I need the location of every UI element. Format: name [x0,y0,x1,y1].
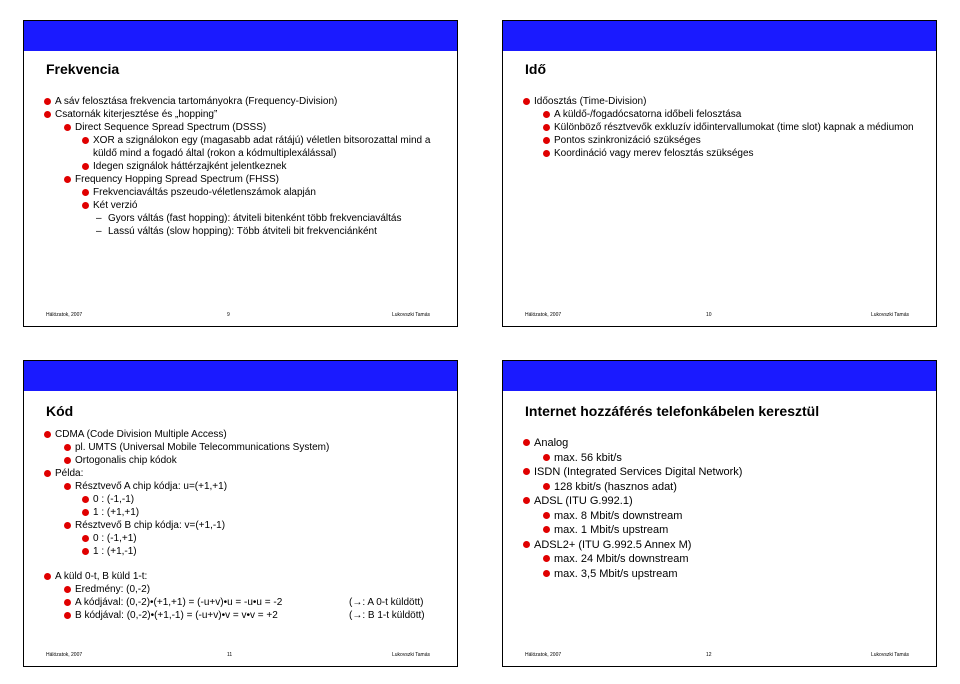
bullet-item [44,95,449,108]
bullet-text: 1 : (+1,-1) [93,546,137,557]
bullet-item [523,451,928,466]
bullet-item [44,428,449,441]
bullet-item [44,609,449,622]
bullet-text: Ortogonalis chip kódok [75,455,177,466]
footer-left: Hálózatok, 2007 [46,652,83,658]
bullet-item [523,494,928,509]
bullet-item [523,538,928,553]
slide-footer [24,652,457,660]
footer-right: Lukovszki Tamás [871,652,909,658]
bullet-text: Gyors váltás (fast hopping): átviteli bitenként több frekvenciaváltás [108,213,402,224]
bullet-dot-icon [543,483,550,490]
bullet-item [44,596,449,609]
slide-content [44,95,449,238]
bullet-item [44,545,449,558]
bullet-item [44,160,449,173]
bullet-text: Frequency Hopping Spread Spectrum (FHSS) [75,174,279,185]
bullet-item [523,523,928,538]
bullet-item [523,552,928,567]
footer-left: Hálózatok, 2007 [525,652,562,658]
bullet-dot-icon [543,111,550,118]
slide-footer [24,312,457,320]
bullet-text: Időosztás (Time-Division) [534,96,647,107]
bullet-dot-icon [82,137,89,144]
bullet-item [523,465,928,480]
bullet-dot-icon [44,98,51,105]
bullet-dot-icon [523,439,530,446]
slide-header-band [503,361,936,391]
bullet-text: XOR a szignálokon egy (magasabb adat rátájú) véletlen bitsorozattal mind a küldő mind a fogadó által (rokon a kódmultiplexálással) [93,135,431,159]
bullet-text: Résztvevő A chip kódja: u=(+1,+1) [75,481,228,492]
bullet-item [44,186,449,199]
bullet-item [44,519,449,532]
dash-icon: – [96,226,102,237]
bullet-dot-icon [44,431,51,438]
slide-header-band [503,21,936,51]
bullet-text: ADSL (ITU G.992.1) [534,495,633,507]
bullet-dot-icon [543,124,550,131]
slide-title: Kód [46,403,74,419]
footer-page-number: 10 [706,312,712,318]
footer-right: Lukovszki Tamás [871,312,909,318]
bullet-text: CDMA (Code Division Multiple Access) [55,429,227,440]
bullet-dot-icon [64,522,71,529]
bullet-dot-icon [44,111,51,118]
bullet-item [44,570,449,583]
bullet-item [44,506,449,519]
bullet-item [523,509,928,524]
bullet-item [44,173,449,186]
bullet-item [44,441,449,454]
bullet-dot-icon [64,586,71,593]
bullet-dot-icon [64,599,71,606]
bullet-item [44,583,449,596]
bullet-text: ISDN (Integrated Services Digital Network) [534,466,743,478]
slide-kod [23,360,458,667]
bullet-item [44,199,449,212]
bullet-dot-icon [523,98,530,105]
bullet-text: max. 3,5 Mbit/s upstream [554,567,678,580]
bullet-item [523,134,928,147]
footer-right: Lukovszki Tamás [392,312,430,318]
bullet-item [44,532,449,545]
bullet-item [44,134,449,160]
bullet-dot-icon [82,496,89,503]
bullet-item [523,147,928,160]
bullet-item [523,480,928,495]
bullet-text: Direct Sequence Spread Spectrum (DSSS) [75,122,267,133]
bullet-item [44,480,449,493]
bullet-dot-icon [64,176,71,183]
bullet-dot-icon [64,457,71,464]
bullet-text: Különböző résztvevők exkluzív időintervallumokat (time slot) kapnak a médiumon [554,122,914,133]
bullet-text: 128 kbit/s (hasznos adat) [554,480,677,493]
slide-title: Idő [525,61,546,77]
bullet-text: pl. UMTS (Universal Mobile Telecommunications System) [75,442,330,453]
slide-content [523,436,928,581]
bullet-text: A küldő-/fogadócsatorna időbeli felosztása [554,109,742,120]
bullet-text: max. 8 Mbit/s downstream [554,509,683,522]
bullet-text: max. 1 Mbit/s upstream [554,524,669,536]
bullet-text: A küld 0-t, B küld 1-t: [55,571,148,582]
bullet-note: (→: A 0-t küldött) [349,597,424,608]
slide-content [44,428,449,622]
bullet-text: max. 24 Mbit/s downstream [554,553,689,565]
bullet-dot-icon [64,612,71,619]
bullet-dot-icon [44,573,51,580]
bullet-item [44,225,449,238]
bullet-note: (→: B 1-t küldött) [349,610,425,621]
bullet-dot-icon [543,570,550,577]
bullet-dot-icon [543,512,550,519]
bullet-dot-icon [82,163,89,170]
slide-header-band [24,361,457,391]
footer-right: Lukovszki Tamás [392,652,430,658]
bullet-dot-icon [82,189,89,196]
slide-title: Internet hozzáférés telefonkábelen keresztül [525,403,820,419]
bullet-dot-icon [64,483,71,490]
footer-page-number: 9 [227,312,230,318]
bullet-text: 0 : (-1,-1) [93,494,135,505]
slide-header-band [24,21,457,51]
bullet-item [44,212,449,225]
bullet-dot-icon [64,124,71,131]
slide-title: Frekvencia [46,61,120,77]
footer-page-number: 11 [227,652,233,658]
bullet-item [44,454,449,467]
bullet-text: A kódjával: (0,-2)•(+1,+1) = (-u+v)•u = -u•u = -2 [75,597,283,608]
bullet-dot-icon [82,535,89,542]
bullet-text: Idegen szignálok háttérzajként jelentkeznek [93,161,287,172]
bullet-text: 1 : (+1,+1) [93,507,140,518]
bullet-item [523,436,928,451]
dash-icon: – [96,213,102,224]
slide-internet [502,360,937,667]
bullet-text: Csatornák kiterjesztése és „hopping” [55,109,218,120]
bullet-dot-icon [523,468,530,475]
bullet-text: max. 56 kbit/s [554,451,622,464]
bullet-item [523,567,928,582]
bullet-text: Példa: [55,468,84,479]
bullet-text: Résztvevő B chip kódja: v=(+1,-1) [75,520,226,531]
bullet-dot-icon [543,526,550,533]
bullet-item [44,467,449,480]
bullet-item [44,121,449,134]
footer-page-number: 12 [706,652,712,658]
footer-left: Hálózatok, 2007 [46,312,83,318]
bullet-text: Koordináció vagy merev felosztás szükséges [554,148,754,159]
bullet-dot-icon [44,470,51,477]
bullet-text: B kódjával: (0,-2)•(+1,-1) = (-u+v)•v = v•v = +2 [75,610,278,621]
slide-ido [502,20,937,327]
bullet-dot-icon [82,202,89,209]
slide-content [523,95,928,160]
bullet-text: Analog [534,437,569,449]
bullet-item [523,108,928,121]
bullet-dot-icon [543,454,550,461]
bullet-dot-icon [543,150,550,157]
spacer [44,558,449,570]
footer-left: Hálózatok, 2007 [525,312,562,318]
bullet-text: ADSL2+ (ITU G.992.5 Annex M) [534,538,692,551]
slide-frekvencia [23,20,458,327]
bullet-text: Frekvenciaváltás pszeudo-véletlenszámok alapján [93,187,316,198]
bullet-text: Lassú váltás (slow hopping): Több átviteli bit frekvenciánként [108,226,377,237]
bullet-text: A sáv felosztása frekvencia tartományokra (Frequency-Division) [55,96,338,107]
bullet-text: Két verzió [93,200,138,211]
bullet-dot-icon [64,444,71,451]
bullet-dot-icon [543,137,550,144]
bullet-dot-icon [523,497,530,504]
bullet-text: 0 : (-1,+1) [93,533,137,544]
bullet-dot-icon [523,541,530,548]
bullet-text: Pontos szinkronizáció szükséges [554,135,701,146]
bullet-item [44,108,449,121]
bullet-text: Eredmény: (0,-2) [75,584,151,595]
bullet-item [523,121,928,134]
bullet-dot-icon [82,548,89,555]
slide-footer [503,312,936,320]
bullet-dot-icon [543,555,550,562]
bullet-dot-icon [82,509,89,516]
slide-footer [503,652,936,660]
bullet-item [523,95,928,108]
bullet-item [44,493,449,506]
